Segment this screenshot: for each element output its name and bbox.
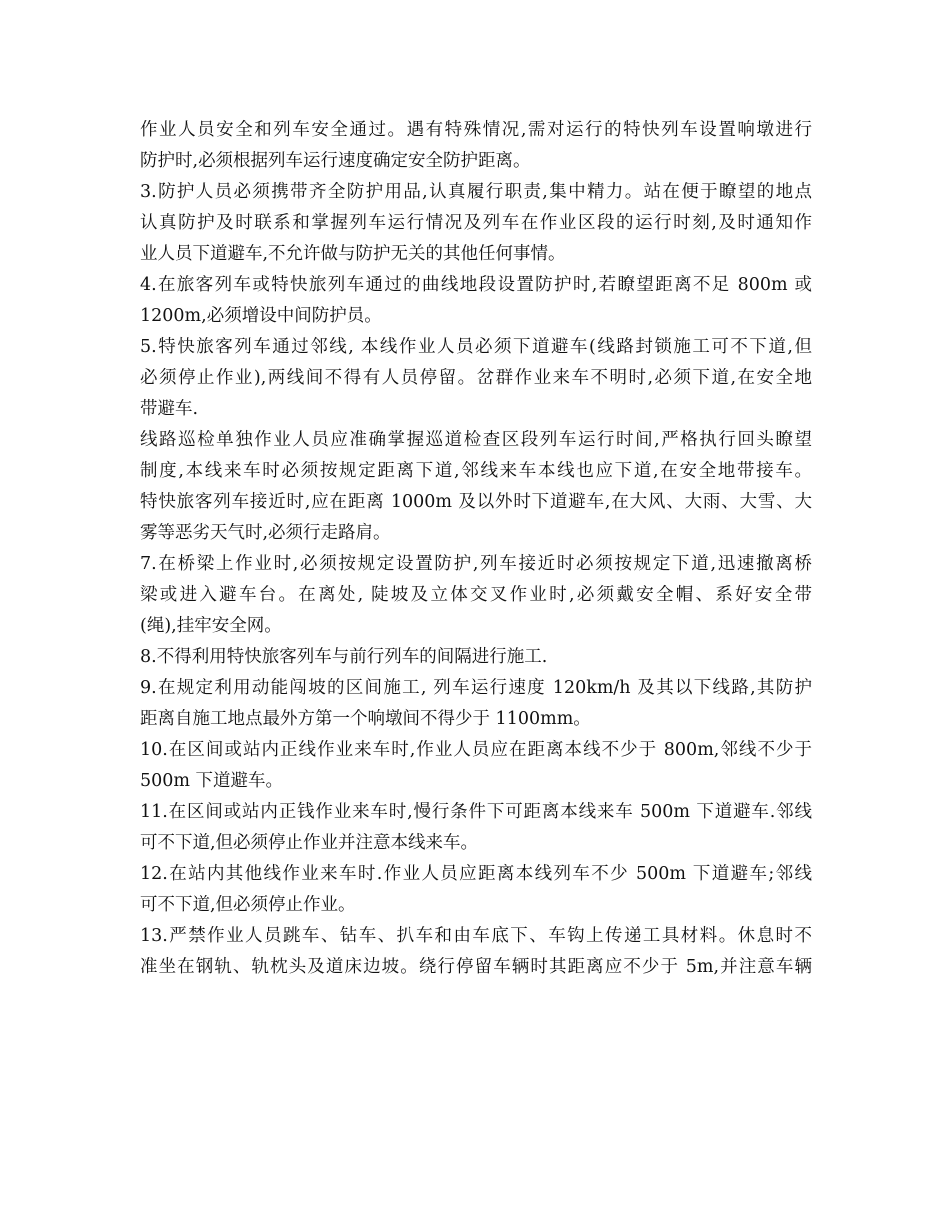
text-line: 防护时,必须根据列车运行速度确定安全防护距离。 (140, 151, 531, 171)
text-line: 可不下道,但必须停止作业并注意本线来车。 (140, 833, 479, 853)
text-line: 梁或进入避车台。在离处, 陡坡及立体交叉作业时,必须戴安全帽、系好安全带 (140, 585, 812, 605)
text-line: 8.不得利用特快旅客列车与前行列车的间隔进行施工. (140, 647, 548, 667)
text-line: 4.在旅客列车或特快旅列车通过的曲线地段设置防护时,若瞭望距离不足 800m 或 (140, 275, 812, 295)
text-line: 业人员下道避车,不允许做与防护无关的其他任何事情。 (140, 244, 566, 264)
text-line: 准坐在钢轨、轨枕头及道床边坡。绕行停留车辆时其距离应不少于 5m,并注意车辆 (140, 957, 812, 977)
text-line: 13.严禁作业人员跳车、钻车、扒车和由车底下、车钩上传递工具材料。休息时不 (140, 926, 812, 946)
text-line: 雾等恶劣天气时,必须行走路肩。 (140, 523, 391, 543)
text-line: 5.特快旅客列车通过邻线, 本线作业人员必须下道避车(线路封锁施工可不下道,但 (140, 337, 812, 357)
text-line: 9.在规定利用动能闯坡的区间施工, 列车运行速度 120km/h 及其以下线路,其防护 (140, 678, 812, 698)
text-line: 带避车. (140, 399, 199, 419)
document-body (140, 115, 812, 983)
text-line: 1200m,必须增设中间防护员。 (140, 306, 382, 326)
text-line: 制度,本线来车时必须按规定距离下道,邻线来车本线也应下道,在安全地带接车。 (140, 461, 812, 481)
text-line: 特快旅客列车接近时,应在距离 1000m 及以外时下道避车,在大风、大雨、大雪、大 (140, 492, 812, 512)
text-line: 作业人员安全和列车安全通过。遇有特殊情况,需对运行的特快列车设置响墩进行 (140, 120, 812, 140)
text-line: 11.在区间或站内正钱作业来车时,慢行条件下可距离本线来车 500m 下道避车.邻线 (140, 802, 812, 822)
text-line: 必须停止作业),两线间不得有人员停留。岔群作业来车不明时,必须下道,在安全地 (140, 368, 812, 388)
text-line: 12.在站内其他线作业来车时.作业人员应距离本线列车不少 500m 下道避车;邻线 (140, 864, 812, 884)
text-line: 可不下道,但必须停止作业。 (140, 895, 356, 915)
text-line: (绳),挂牢安全网。 (140, 616, 282, 636)
text-line: 距离自施工地点最外方第一个响墩间不得少于 1100mm。 (140, 709, 591, 729)
text-line: 线路巡检单独作业人员应准确掌握巡道检查区段列车运行时间,严格执行回头瞭望 (140, 430, 812, 450)
text-line: 500m 下道避车。 (140, 771, 284, 791)
text-line: 10.在区间或站内正线作业来车时,作业人员应在距离本线不少于 800m,邻线不少于 (140, 740, 812, 760)
text-line: 认真防护及时联系和掌握列车运行情况及列车在作业区段的运行时刻,及时通知作 (140, 213, 812, 233)
text-line: 7.在桥梁上作业时,必须按规定设置防护,列车接近时必须按规定下道,迅速撤离桥 (140, 554, 812, 574)
text-line: 3.防护人员必须携带齐全防护用品,认真履行职责,集中精力。站在便于瞭望的地点 (140, 182, 812, 202)
